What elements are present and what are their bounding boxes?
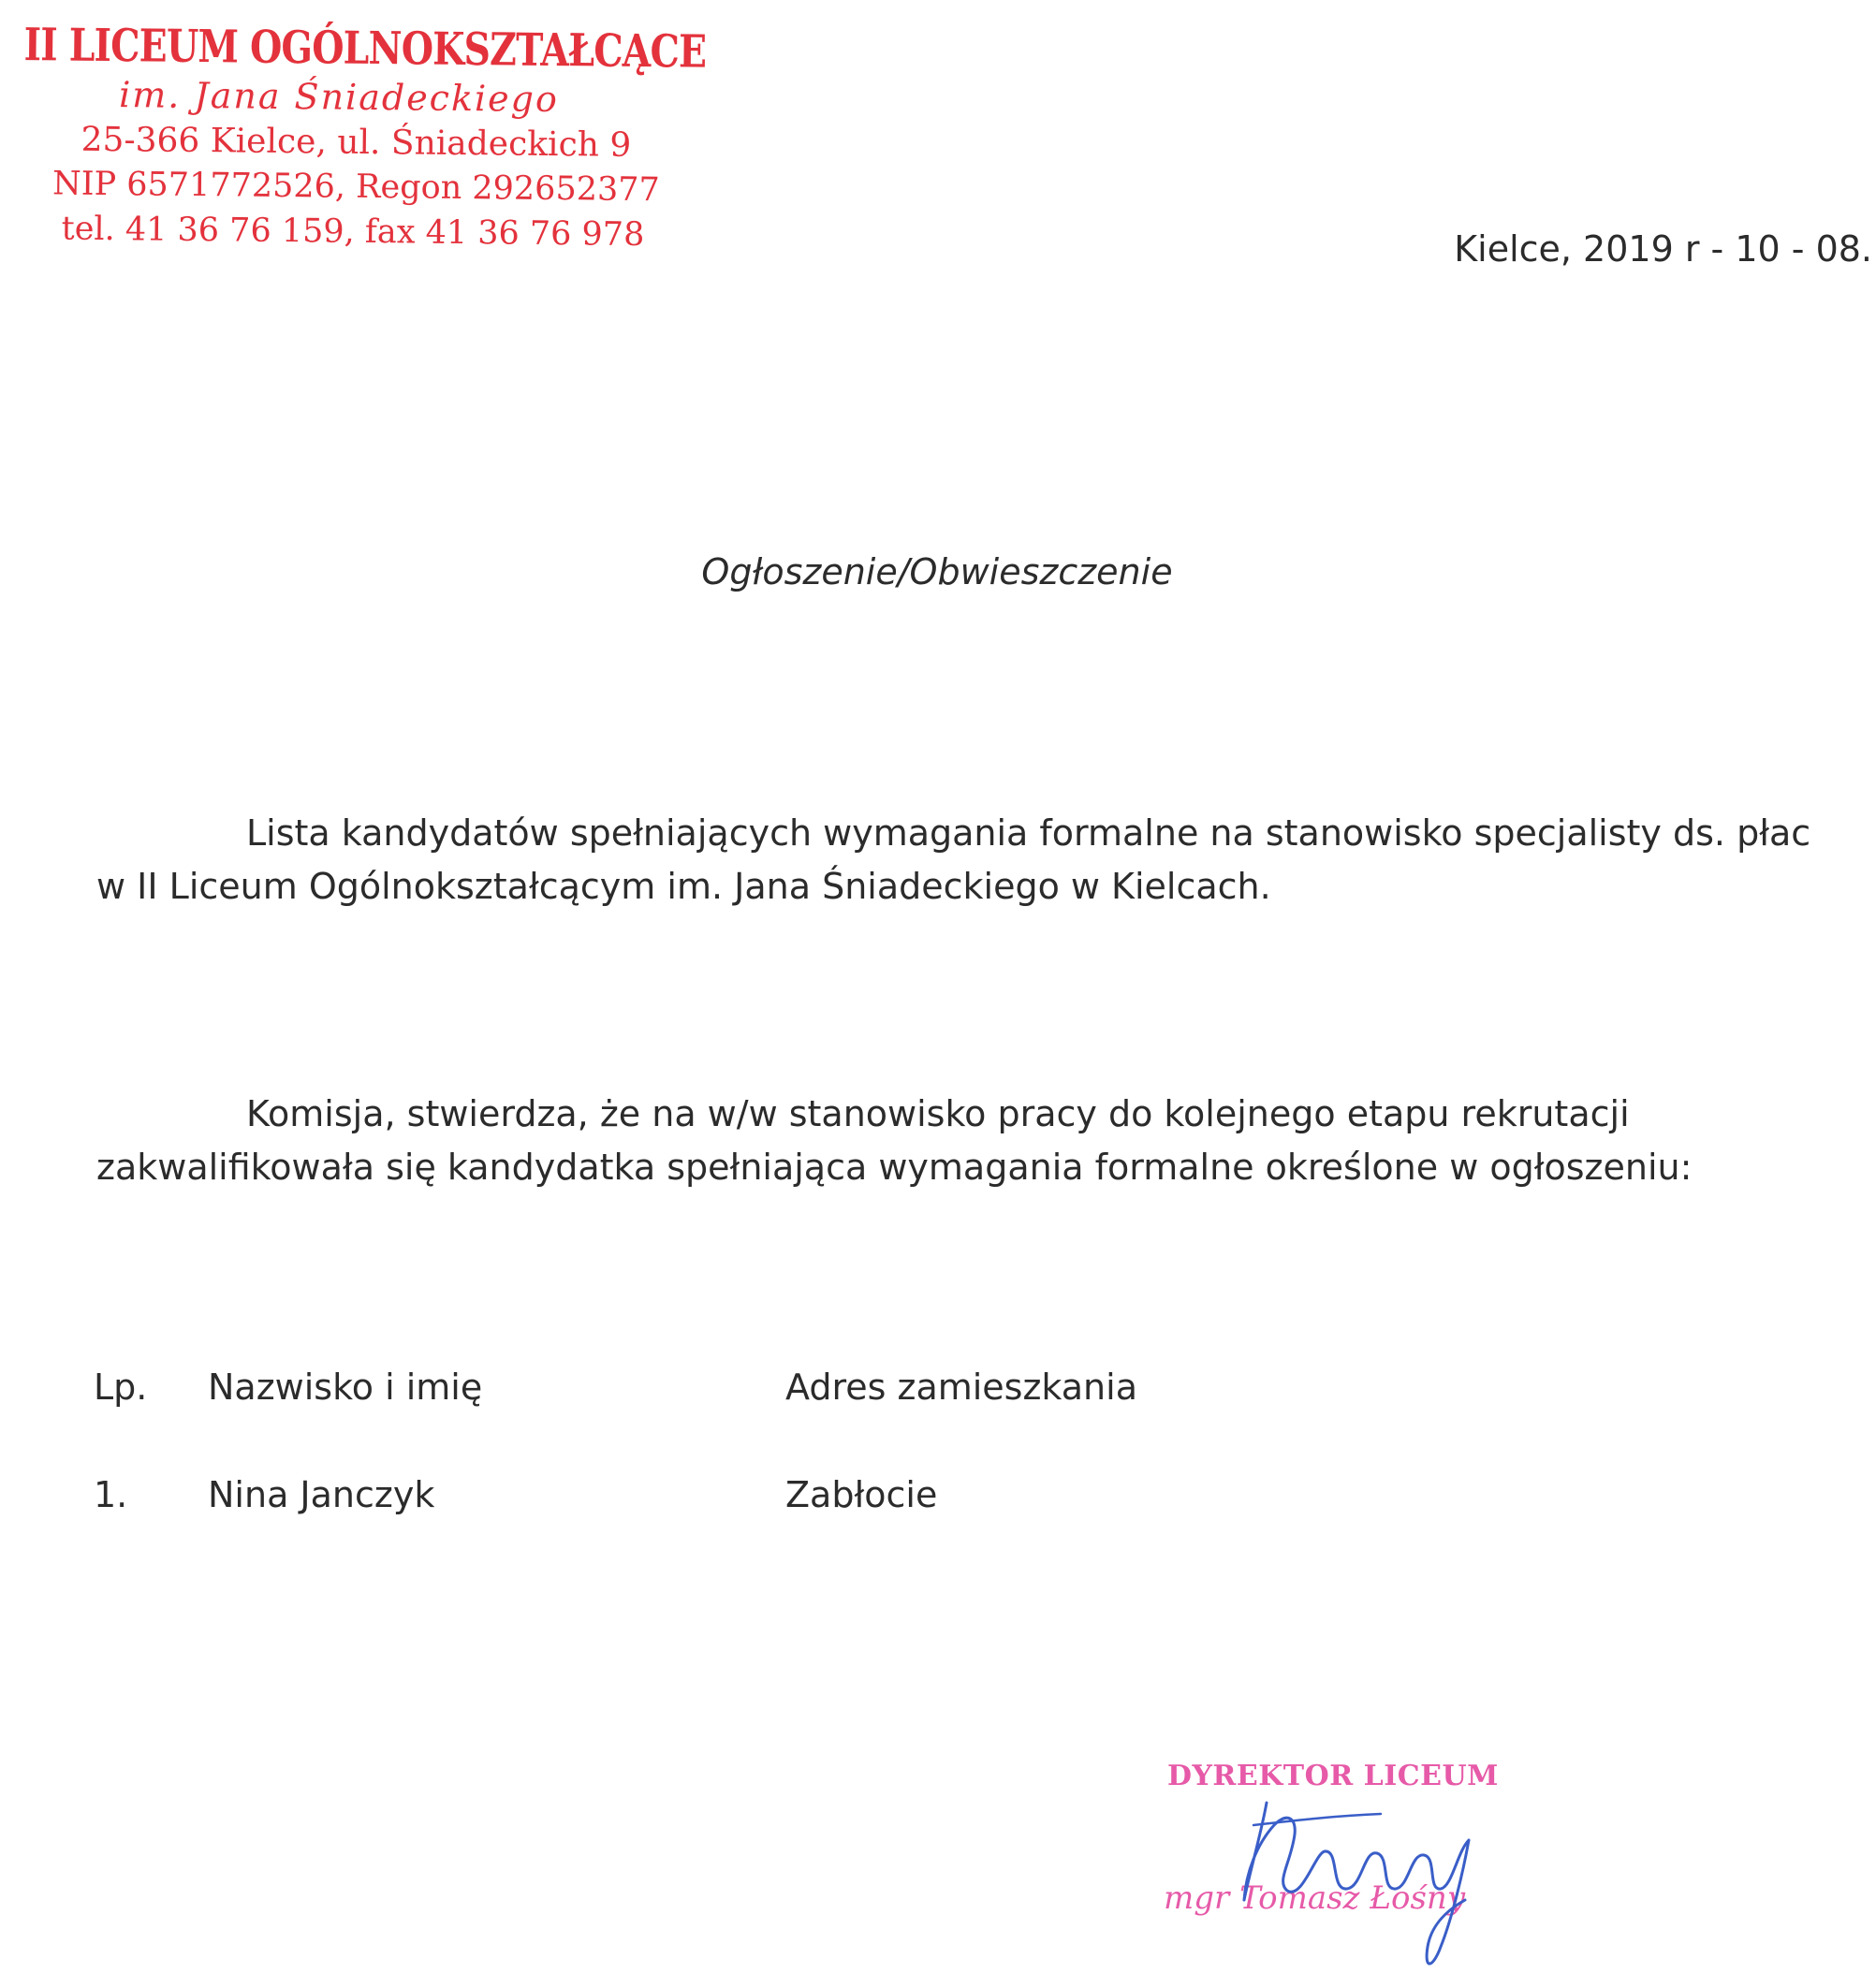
signature-block — [1156, 1760, 1549, 1984]
header-name: Nazwisko i imię — [208, 1367, 483, 1408]
stamp-phone-fax: tel. 41 36 76 159, fax 41 36 76 978 — [61, 210, 645, 255]
table-row — [0, 1474, 1876, 1530]
stamp-nip-regon: NIP 6571772526, Regon 292652377 — [51, 165, 660, 210]
row-name: Nina Janczyk — [208, 1474, 435, 1515]
signature-name-stamp: mgr Tomasz Łośny — [1164, 1879, 1466, 1917]
document-date: Kielce, 2019 r - 10 - 08. — [1454, 228, 1872, 270]
handwritten-signature — [1156, 1760, 1549, 1984]
paragraph-committee-statement — [96, 1088, 1819, 1194]
stamp-address: 25-366 Kielce, ul. Śniadeckich 9 — [81, 120, 632, 165]
document-title-text: Ogłoszenie/Obwieszczenie — [701, 551, 1173, 592]
signature-title-stamp: DYREKTOR LICEUM — [1167, 1760, 1499, 1792]
school-stamp — [17, 17, 707, 255]
paragraph-2-text: Komisja, stwierdza, że na w/w stanowisko pracy do kolejnego etapu rekrutacji zakwalifikowała się kandydatka spełniająca wymagania formalne określone w ogłoszeniu: — [96, 1093, 1693, 1188]
row-address: Zabłocie — [785, 1474, 938, 1515]
header-lp: Lp. — [94, 1367, 148, 1408]
document-title — [0, 551, 1876, 592]
row-lp: 1. — [94, 1474, 128, 1515]
stamp-patron: im. Jana Śniadeckiego — [118, 74, 560, 121]
table-header-row — [0, 1367, 1876, 1423]
paragraph-candidates-list — [96, 807, 1819, 914]
stamp-school-name: II LICEUM OGÓLNOKSZTAŁCĄCE — [23, 19, 707, 79]
paragraph-1-text: Lista kandydatów spełniających wymagania formalne na stanowisko specjalisty ds. płac w II Liceum Ogólnokształcącym im. Jana Śniadeckiego w Kielcach. — [96, 812, 1811, 907]
header-address: Adres zamieszkania — [785, 1367, 1137, 1408]
